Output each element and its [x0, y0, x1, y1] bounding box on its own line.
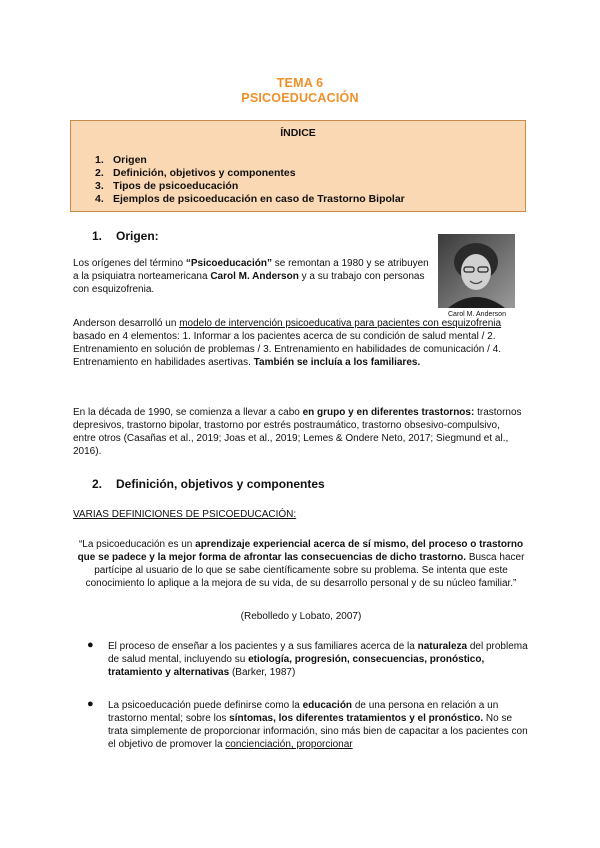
photo-caption: Carol M. Anderson: [448, 311, 506, 318]
index-item: 4. Ejemplos de psicoeducación en caso de Trastorno Bipolar: [95, 193, 405, 205]
index-item: 2. Definición, objetivos y componentes: [95, 167, 296, 179]
quote-citation: (Rebolledo y Lobato, 2007): [240, 611, 362, 622]
definition-bullet-2: La psicoeducación puede definirse como la educación de una persona en relación a un trastorno mental; sobre los síntomas, los diferentes tratamientos y el pronóstico. No se trata simplemente de proporcionar información, sino más bien de capacitar a los pacientes con el objetivo de promover la concienciación, proporcionar: [108, 700, 528, 750]
topic-number: TEMA 6: [276, 76, 324, 90]
definition-bullet-1: El proceso de enseñar a los pacientes y a sus familiares acerca de la naturaleza del problema de salud mental, incluyendo su etiología, progresión, consecuencias, pronóstico, tratamiento y alternativas (Barker, 1987): [108, 641, 528, 678]
origin-paragraph-2: Anderson desarrolló un modelo de intervención psicoeducativa para pacientes con esquizofrenia basado en 4 elementos: 1. Informar a los pacientes acerca de su condición de salud mental / 2. Entrenamiento en solución de problemas / 3. Entrenamiento en habilidades de comunicación / 4. Entrenamiento en habilidades asertivas. También se incluía a los familiares.: [73, 318, 502, 368]
bullet-marker: ●: [87, 639, 94, 651]
index-box: [70, 120, 526, 212]
bullet-marker: ●: [87, 698, 94, 710]
section-heading-definicion: 2. Definición, objetivos y componentes: [92, 477, 325, 491]
index-item: 3. Tipos de psicoeducación: [95, 180, 239, 192]
origin-paragraph-1: Los orígenes del término “Psicoeducación” se remontan a 1980 y se atribuyen a la psiquiatra norteamericana Carol M. Anderson y a su trabajo con personas con esquizofrenia.: [73, 258, 429, 295]
origin-paragraph-3: En la década de 1990, se comienza a llevar a cabo en grupo y en diferentes trastornos: trastornos depresivos, trastorno bipolar, trastorno por estrés postraumático, trastorno obsesivo-compulsivo, entre otros (Casañas et al., 2019; Joas et al., 2019; Lemes & Ondere Neto, 2017; Siegmund et al., 2016).: [73, 407, 522, 457]
definition-quote: “La psicoeducación es un aprendizaje experiencial acerca de sí mismo, del proceso o trastorno que se padece y la mejor forma de afrontar las consecuencias de dicho trastorno. Busca hacer partícipe al usuario de lo que se sabe científicamente sobre su problema. Se intenta que este conocimiento lo aplique a la mejora de su vida, de su desarrollo personal y de su núcleo familiar.”: [77, 539, 525, 589]
index-heading: ÍNDICE: [280, 127, 316, 139]
carol-anderson-photo: [438, 234, 515, 308]
topic-title: PSICOEDUCACIÓN: [241, 91, 359, 105]
definitions-subheading: VARIAS DEFINICIONES DE PSICOEDUCACIÓN:: [73, 509, 297, 520]
section-heading-origen: 1. Origen:: [92, 229, 159, 243]
index-item: 1. Origen: [95, 154, 147, 166]
